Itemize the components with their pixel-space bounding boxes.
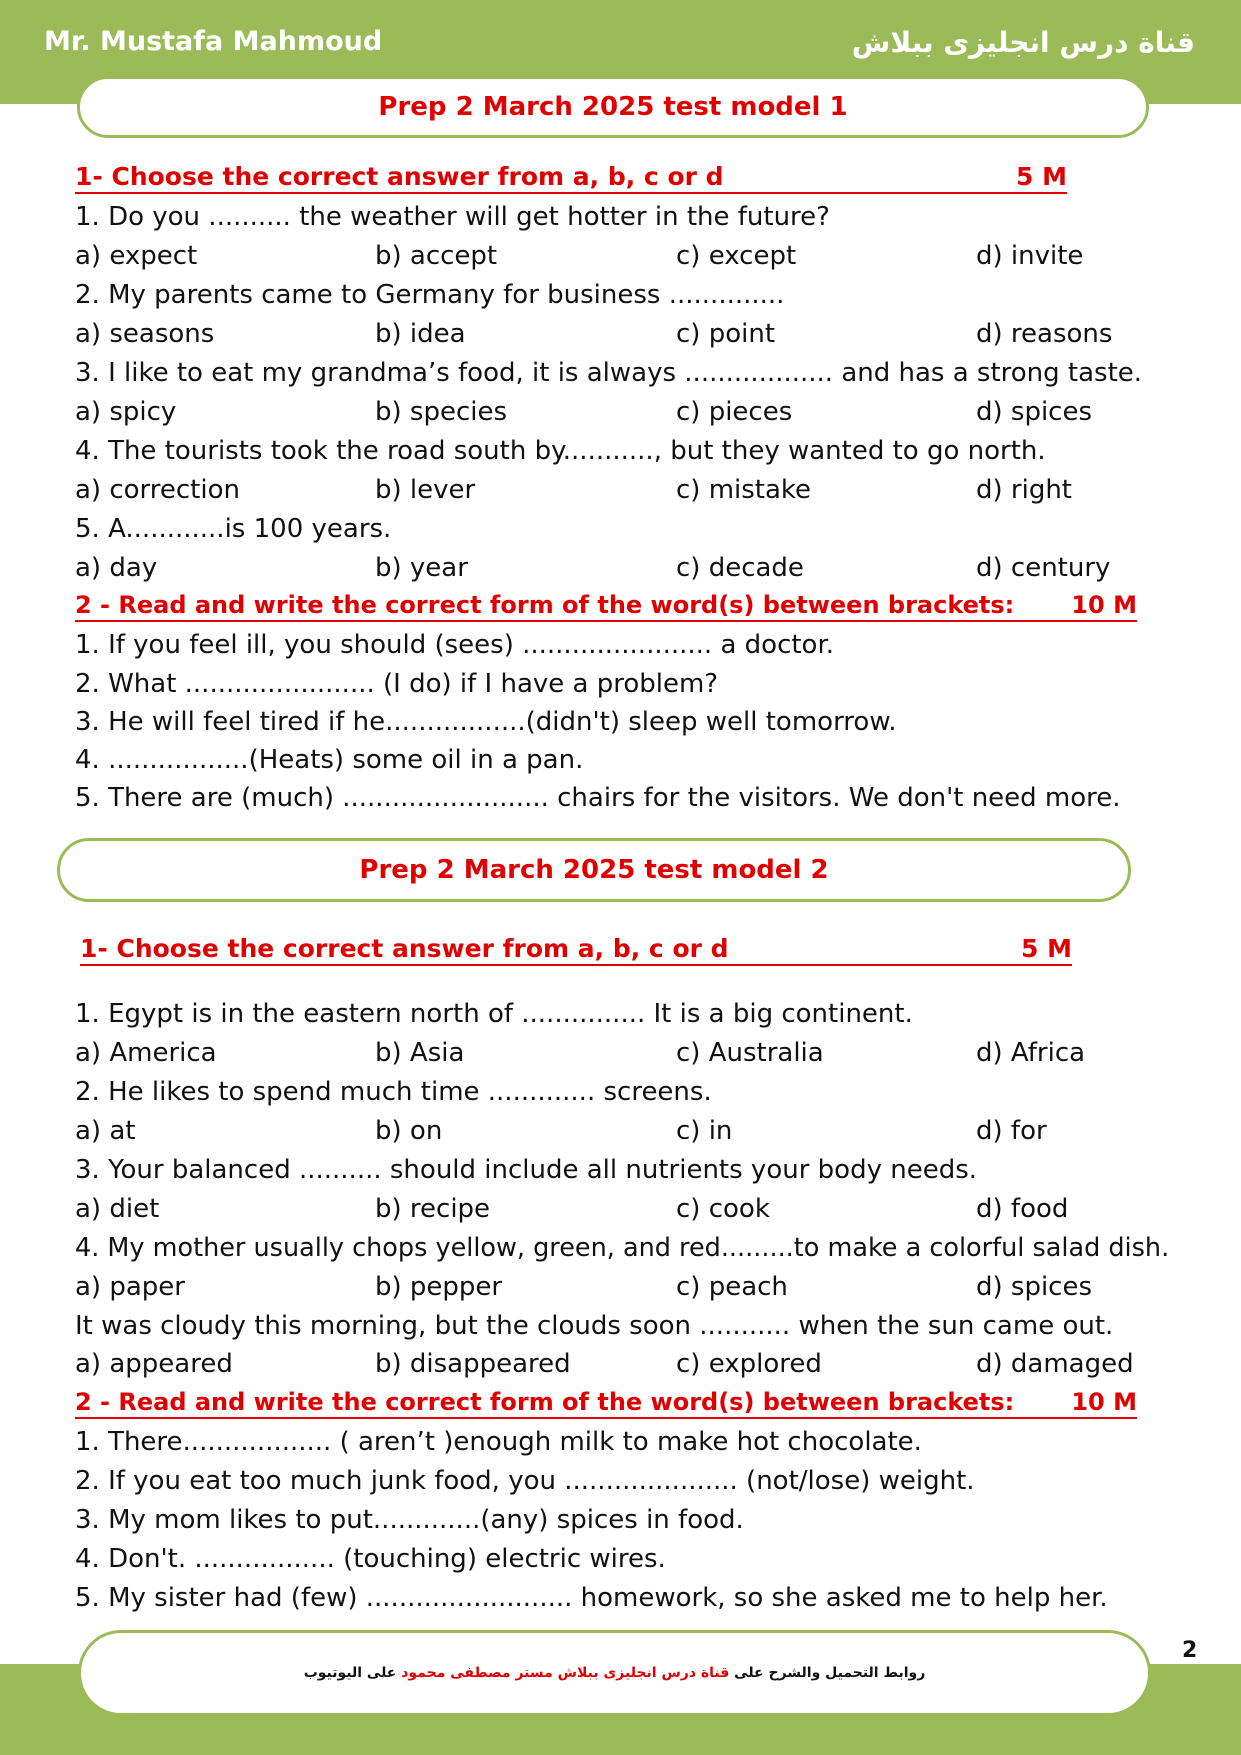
model1-title: Prep 2 March 2025 test model 1 xyxy=(77,76,1149,138)
option-d: d) spices xyxy=(976,397,1093,427)
option-d: d) reasons xyxy=(976,319,1113,349)
footer-text-3: على اليوتيوب xyxy=(303,1665,397,1681)
options-row xyxy=(75,237,1175,275)
option-c: c) pieces xyxy=(676,397,793,427)
option-b: b) accept xyxy=(375,241,498,271)
options-row xyxy=(75,549,1175,587)
question: 2. My parents came to Germany for business .............. xyxy=(75,280,785,310)
option-c: c) peach xyxy=(676,1272,788,1302)
option-d: d) right xyxy=(976,475,1073,505)
list-item: 5. My sister had (few) ......................... homework, so she asked me to help her. xyxy=(75,1583,1108,1613)
options-row xyxy=(75,1112,1175,1150)
option-a: a) paper xyxy=(75,1272,185,1302)
footer-links-banner xyxy=(78,1630,1151,1716)
option-b: b) year xyxy=(375,553,468,583)
option-b: b) lever xyxy=(375,475,476,505)
section-marks: 10 M xyxy=(1071,1388,1137,1416)
list-item: 2. What ....................... (I do) if I have a problem? xyxy=(75,669,719,699)
option-c: c) in xyxy=(676,1116,733,1146)
option-d: d) invite xyxy=(976,241,1084,271)
section-marks: 5 M xyxy=(1021,934,1072,963)
option-d: d) Africa xyxy=(976,1038,1086,1068)
list-item: 4. Don't. ................. (touching) electric wires. xyxy=(75,1544,666,1574)
footer-channel-name: قناة درس انجليزى ببلاش مستر مصطفى محمود xyxy=(401,1665,730,1681)
question: 1. Do you .......... the weather will get hotter in the future? xyxy=(75,202,830,232)
question: It was cloudy this morning, but the clouds soon ........... when the sun came out. xyxy=(75,1311,1114,1341)
option-a: a) spicy xyxy=(75,397,177,427)
option-b: b) on xyxy=(375,1116,443,1146)
model2-title: Prep 2 March 2025 test model 2 xyxy=(57,838,1131,902)
option-d: d) food xyxy=(976,1194,1069,1224)
question: 2. He likes to spend much time ............. screens. xyxy=(75,1077,712,1107)
section-label: 2 - Read and write the correct form of the word(s) between brackets: xyxy=(75,591,1015,619)
list-item: 4. .................(Heats) some oil in a pan. xyxy=(75,745,584,775)
author-name: Mr. Mustafa Mahmoud xyxy=(44,26,383,57)
model2-section2-heading xyxy=(75,1387,1137,1419)
option-c: c) cook xyxy=(676,1194,770,1224)
option-c: c) point xyxy=(676,319,776,349)
option-b: b) idea xyxy=(375,319,466,349)
options-row xyxy=(75,315,1175,353)
channel-name: قناة درس انجليزى ببلاش xyxy=(851,26,1195,59)
option-b: b) species xyxy=(375,397,508,427)
options-row xyxy=(75,393,1175,431)
list-item: 2. If you eat too much junk food, you ..................... (not/lose) weight. xyxy=(75,1466,975,1496)
options-row xyxy=(75,1268,1175,1306)
model1-section2-heading xyxy=(75,590,1137,622)
page-number: 2 xyxy=(1182,1638,1198,1663)
option-a: a) America xyxy=(75,1038,217,1068)
option-a: a) day xyxy=(75,553,158,583)
option-a: a) at xyxy=(75,1116,136,1146)
option-a: a) diet xyxy=(75,1194,160,1224)
option-c: c) mistake xyxy=(676,475,812,505)
option-d: d) century xyxy=(976,553,1111,583)
option-c: c) decade xyxy=(676,553,804,583)
option-d: d) for xyxy=(976,1116,1047,1146)
footer-text-1: روابط التحميل والشرح على xyxy=(734,1665,926,1681)
section-label: 1- Choose the correct answer from a, b, c or d xyxy=(80,934,729,963)
option-b: b) Asia xyxy=(375,1038,465,1068)
option-a: a) expect xyxy=(75,241,198,271)
section-label: 1- Choose the correct answer from a, b, c or d xyxy=(75,162,724,191)
option-a: a) appeared xyxy=(75,1349,233,1379)
option-b: b) recipe xyxy=(375,1194,491,1224)
option-d: d) spices xyxy=(976,1272,1093,1302)
question: 4. The tourists took the road south by..........., but they wanted to go north. xyxy=(75,436,1046,466)
option-c: c) except xyxy=(676,241,797,271)
list-item: 3. He will feel tired if he.................(didn't) sleep well tomorrow. xyxy=(75,707,897,737)
list-item: 1. If you feel ill, you should (sees) ....................... a doctor. xyxy=(75,630,835,660)
options-row xyxy=(75,471,1175,509)
section-label: 2 - Read and write the correct form of the word(s) between brackets: xyxy=(75,1388,1015,1416)
option-a: a) seasons xyxy=(75,319,215,349)
question: 1. Egypt is in the eastern north of ............... It is a big continent. xyxy=(75,999,913,1029)
option-b: b) disappeared xyxy=(375,1349,571,1379)
options-row xyxy=(75,1034,1175,1072)
question: 3. Your balanced .......... should include all nutrients your body needs. xyxy=(75,1155,978,1185)
option-c: c) explored xyxy=(676,1349,822,1379)
list-item: 3. My mom likes to put.............(any) spices in food. xyxy=(75,1505,744,1535)
option-c: c) Australia xyxy=(676,1038,824,1068)
options-row xyxy=(75,1345,1175,1383)
question: 5. A............is 100 years. xyxy=(75,514,392,544)
options-row xyxy=(75,1190,1175,1228)
section-marks: 5 M xyxy=(1016,162,1067,191)
section-marks: 10 M xyxy=(1071,591,1137,619)
model1-section1-heading xyxy=(75,162,1067,194)
question: 3. I like to eat my grandma’s food, it is always .................. and has a strong taste. xyxy=(75,358,1143,388)
list-item: 1. There.................. ( aren’t )enough milk to make hot chocolate. xyxy=(75,1427,922,1457)
option-a: a) correction xyxy=(75,475,240,505)
model2-section1-heading xyxy=(80,934,1072,966)
list-item: 5. There are (much) ......................... chairs for the visitors. We don't need more. xyxy=(75,783,1121,813)
question: 4. My mother usually chops yellow, green, and red.........to make a colorful salad dish. xyxy=(75,1233,1170,1263)
option-d: d) damaged xyxy=(976,1349,1134,1379)
option-b: b) pepper xyxy=(375,1272,503,1302)
